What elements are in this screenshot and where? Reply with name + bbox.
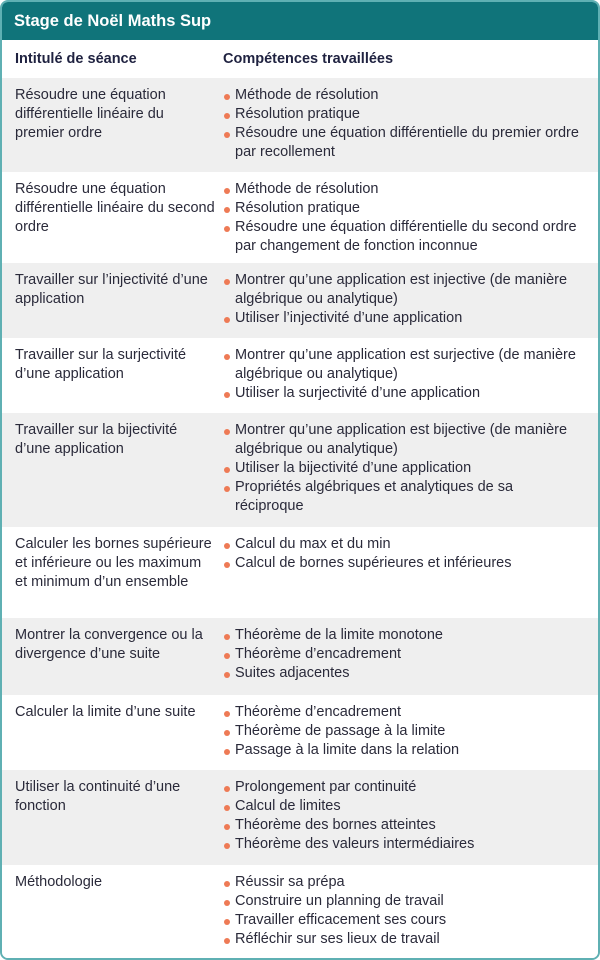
table-body <box>2 78 598 958</box>
skill-item <box>223 124 598 162</box>
session-title: Utiliser la continuité d’une fonction <box>15 779 181 814</box>
bullet-icon <box>224 279 230 285</box>
skill-text: Construire un planning de travail <box>235 893 444 909</box>
skill-item <box>223 271 598 309</box>
column-header-session: Intitulé de séance <box>15 51 137 67</box>
session-title: Résoudre une équation différentielle linéaire du second ordre <box>15 181 215 235</box>
skill-item <box>223 892 598 911</box>
table-title: Stage de Noël Maths Sup <box>2 2 598 40</box>
skills-list <box>223 180 598 263</box>
session-title: Résoudre une équation différentielle linéaire du premier ordre <box>15 87 166 141</box>
skill-item <box>223 309 598 328</box>
skill-text: Résoudre une équation différentielle du second ordre par changement de fonction inconnue <box>235 219 577 254</box>
skill-item <box>223 722 598 741</box>
bullet-icon <box>224 938 230 944</box>
bullet-icon <box>224 188 230 194</box>
skill-item <box>223 384 598 403</box>
skill-text: Montrer qu’une application est surjective (de manière algébrique ou analytique) <box>235 347 576 382</box>
bullet-icon <box>224 132 230 138</box>
skills-list <box>223 421 598 527</box>
skill-item <box>223 180 598 199</box>
bullet-icon <box>224 730 230 736</box>
skills-list <box>223 626 598 695</box>
table-row <box>2 527 598 618</box>
skills-list <box>223 703 598 770</box>
skill-text: Théorème d’encadrement <box>235 704 402 720</box>
skill-item <box>223 535 598 554</box>
skill-item <box>223 218 598 256</box>
table-row <box>2 338 598 413</box>
skill-item <box>223 626 598 645</box>
skill-text: Théorème des valeurs intermédiaires <box>235 836 475 852</box>
table-row <box>2 263 598 338</box>
table-row <box>2 172 598 263</box>
bullet-icon <box>224 634 230 640</box>
skill-item <box>223 105 598 124</box>
skill-text: Propriétés algébriques et analytiques de sa réciproque <box>235 479 514 514</box>
skill-text: Calcul de limites <box>235 798 341 814</box>
bullet-icon <box>224 226 230 232</box>
session-title: Travailler sur l’injectivité d’une application <box>15 272 208 307</box>
skill-item <box>223 554 598 573</box>
skill-text: Calcul de bornes supérieures et inférieures <box>235 555 512 571</box>
skills-list <box>223 873 598 958</box>
bullet-icon <box>224 653 230 659</box>
skill-text: Suites adjacentes <box>235 665 350 681</box>
skill-text: Méthode de résolution <box>235 181 379 197</box>
skill-text: Méthode de résolution <box>235 87 379 103</box>
skill-item <box>223 86 598 105</box>
skill-item <box>223 797 598 816</box>
bullet-icon <box>224 467 230 473</box>
skill-item <box>223 741 598 760</box>
bullet-icon <box>224 392 230 398</box>
skills-list <box>223 271 598 338</box>
table-row <box>2 413 598 527</box>
bullet-icon <box>224 486 230 492</box>
bullet-icon <box>224 543 230 549</box>
skill-text: Théorème de passage à la limite <box>235 723 446 739</box>
skill-text: Travailler efficacement ses cours <box>235 912 447 928</box>
skill-text: Utiliser la bijectivité d’une application <box>235 460 472 476</box>
skill-item <box>223 835 598 854</box>
table-row <box>2 770 598 865</box>
skill-text: Théorème des bornes atteintes <box>235 817 436 833</box>
column-header-skills: Compétences travaillées <box>223 51 394 67</box>
skill-item <box>223 421 598 459</box>
skill-item <box>223 645 598 664</box>
bullet-icon <box>224 113 230 119</box>
bullet-icon <box>224 881 230 887</box>
bullet-icon <box>224 824 230 830</box>
skill-item <box>223 778 598 797</box>
skills-list <box>223 86 598 172</box>
session-title: Calculer les bornes supérieure et inférieure ou les maximum et minimum d’un ensemble <box>15 536 212 590</box>
bullet-icon <box>224 711 230 717</box>
session-title: Méthodologie <box>15 874 103 890</box>
skill-item <box>223 199 598 218</box>
bullet-icon <box>224 317 230 323</box>
skill-item <box>223 459 598 478</box>
skill-text: Calcul du max et du min <box>235 536 391 552</box>
skill-item <box>223 816 598 835</box>
column-header-row <box>2 40 598 78</box>
skill-text: Résolution pratique <box>235 200 360 216</box>
bullet-icon <box>224 207 230 213</box>
bullet-icon <box>224 900 230 906</box>
skill-text: Prolongement par continuité <box>235 779 417 795</box>
skill-item <box>223 478 598 516</box>
bullet-icon <box>224 672 230 678</box>
skill-item <box>223 346 598 384</box>
skill-text: Théorème d’encadrement <box>235 646 402 662</box>
skills-list <box>223 778 598 865</box>
skill-text: Résoudre une équation différentielle du premier ordre par recollement <box>235 125 579 160</box>
bullet-icon <box>224 843 230 849</box>
skill-item <box>223 664 598 683</box>
bullet-icon <box>224 805 230 811</box>
skill-text: Utiliser la surjectivité d’une application <box>235 385 481 401</box>
bullet-icon <box>224 786 230 792</box>
bullet-icon <box>224 919 230 925</box>
bullet-icon <box>224 94 230 100</box>
session-title: Calculer la limite d’une suite <box>15 704 196 720</box>
skill-text: Passage à la limite dans la relation <box>235 742 460 758</box>
skills-list <box>223 346 598 413</box>
table-row <box>2 618 598 695</box>
bullet-icon <box>224 562 230 568</box>
bullet-icon <box>224 354 230 360</box>
skill-text: Réussir sa prépa <box>235 874 345 890</box>
skill-text: Réfléchir sur ses lieux de travail <box>235 931 440 947</box>
skill-item <box>223 911 598 930</box>
table-row <box>2 865 598 958</box>
skill-text: Montrer qu’une application est bijective (de manière algébrique ou analytique) <box>235 422 568 457</box>
skills-list <box>223 535 598 618</box>
skill-item <box>223 930 598 949</box>
session-title: Montrer la convergence ou la divergence d’une suite <box>15 627 203 662</box>
bullet-icon <box>224 749 230 755</box>
skill-text: Résolution pratique <box>235 106 360 122</box>
skill-item <box>223 703 598 722</box>
table-row <box>2 78 598 172</box>
session-title: Travailler sur la surjectivité d’une application <box>15 347 187 382</box>
skill-text: Utiliser l’injectivité d’une application <box>235 310 463 326</box>
session-title: Travailler sur la bijectivité d’une application <box>15 422 178 457</box>
bullet-icon <box>224 429 230 435</box>
table-row <box>2 695 598 770</box>
skill-text: Montrer qu’une application est injective (de manière algébrique ou analytique) <box>235 272 568 307</box>
skill-item <box>223 873 598 892</box>
skill-text: Théorème de la limite monotone <box>235 627 443 643</box>
